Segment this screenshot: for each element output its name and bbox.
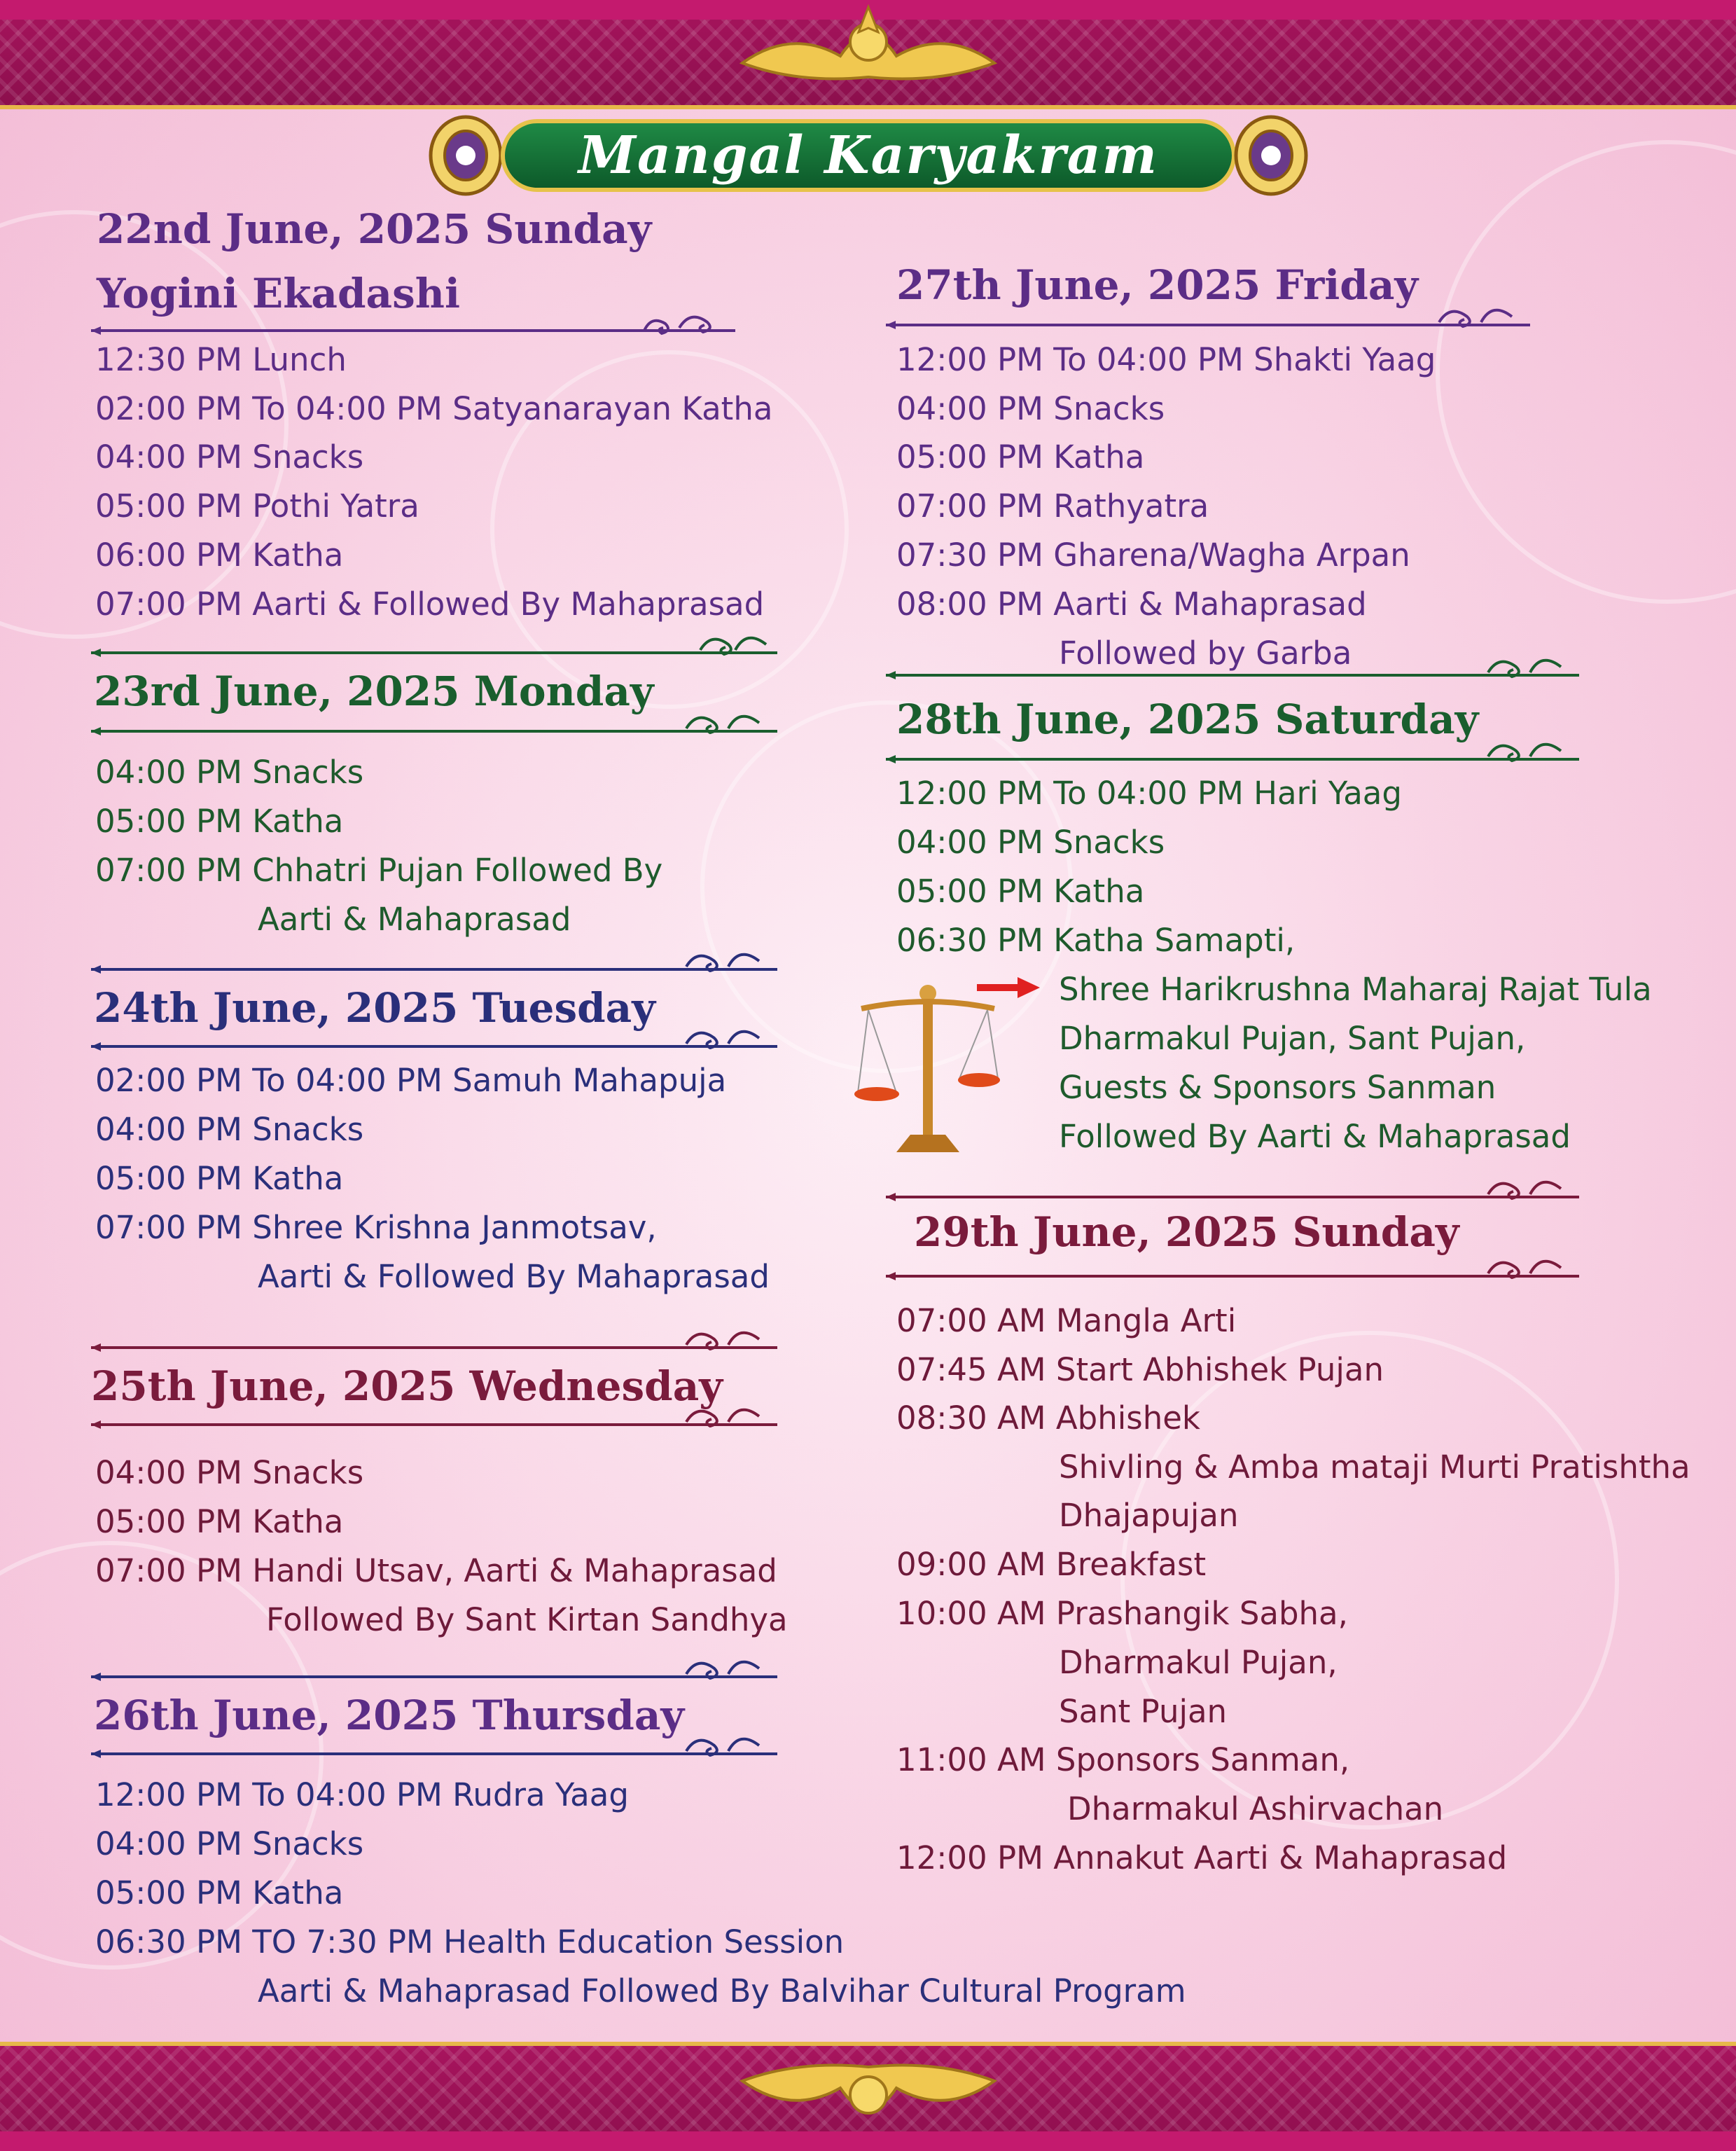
schedule-item: Dharmakul Pujan,: [1059, 1644, 1338, 1681]
day-heading: 23rd June, 2025 Monday: [94, 668, 654, 715]
schedule-item: Dharmakul Pujan, Sant Pujan,: [1059, 1020, 1526, 1057]
schedule-item: 12:00 PM Annakut Aarti & Mahaprasad: [896, 1839, 1508, 1876]
schedule-item: Shivling & Amba mataji Murti Pratishtha: [1059, 1448, 1690, 1486]
schedule-item: 08:00 PM Aarti & Mahaprasad: [896, 586, 1367, 623]
top-ornament-icon: [728, 0, 1008, 98]
schedule-item: 07:00 PM Shree Krishna Janmotsav,: [95, 1209, 657, 1246]
schedule-item: 12:00 PM To 04:00 PM Shakti Yaag: [896, 341, 1436, 378]
schedule-item: Shree Harikrushna Maharaj Rajat Tula: [1059, 971, 1652, 1008]
schedule-item: Dhajapujan: [1059, 1497, 1239, 1534]
schedule-item: 07:00 PM Rathyatra: [896, 487, 1209, 525]
schedule-item: Sant Pujan: [1059, 1693, 1228, 1730]
schedule-item: 08:30 AM Abhishek: [896, 1399, 1200, 1437]
schedule-item: 07:00 PM Chhatri Pujan Followed By: [95, 852, 663, 889]
schedule-item: 04:00 PM Snacks: [95, 1111, 364, 1148]
schedule-item: Followed By Aarti & Mahaprasad: [1059, 1118, 1571, 1155]
title-banner: [427, 113, 1310, 198]
left-title-ornament-icon: [427, 113, 504, 198]
divider-flourish-icon: [84, 700, 784, 735]
day-heading: 24th June, 2025 Tuesday: [94, 984, 655, 1032]
schedule-item: 05:00 PM Katha: [95, 1160, 344, 1197]
schedule-item: 04:00 PM Snacks: [95, 754, 364, 791]
title-pill: [501, 119, 1236, 192]
divider-flourish-icon: [879, 644, 1586, 679]
bottom-border-band: [0, 2042, 1736, 2151]
divider-flourish-icon: [84, 623, 784, 658]
schedule-item: 05:00 PM Katha: [95, 1503, 344, 1540]
schedule-item: 05:00 PM Katha: [896, 873, 1145, 910]
schedule-item: 07:30 PM Gharena/Wagha Arpan: [896, 537, 1410, 574]
day-heading: 28th June, 2025 Saturday: [896, 696, 1479, 743]
day-heading: 25th June, 2025 Wednesday: [91, 1362, 723, 1410]
day-heading: 26th June, 2025 Thursday: [94, 1692, 685, 1739]
divider-flourish-icon: [879, 1245, 1586, 1280]
schedule-item: 05:00 PM Katha: [95, 1874, 344, 1911]
divider-flourish-icon: [879, 294, 1537, 329]
schedule-item: 12:00 PM To 04:00 PM Hari Yaag: [896, 775, 1402, 812]
schedule-item: Guests & Sponsors Sanman: [1059, 1069, 1497, 1106]
schedule-item: Followed By Sant Kirtan Sandhya: [266, 1601, 788, 1638]
schedule-item: 12:00 PM To 04:00 PM Rudra Yaag: [95, 1776, 629, 1813]
schedule-item: 04:00 PM Snacks: [95, 438, 364, 476]
top-border-band: [0, 0, 1736, 109]
schedule-item: 10:00 AM Prashangik Sabha,: [896, 1595, 1348, 1632]
schedule-item: 09:00 AM Breakfast: [896, 1546, 1207, 1583]
schedule-item: 07:00 PM Aarti & Followed By Mahaprasad: [95, 586, 765, 623]
schedule-item: 04:00 PM Snacks: [896, 390, 1165, 427]
divider-flourish-icon: [84, 1646, 784, 1681]
schedule-item: 06:00 PM Katha: [95, 537, 344, 574]
divider-flourish-icon: [879, 1166, 1586, 1201]
schedule-item: 07:00 PM Handi Utsav, Aarti & Mahaprasad: [95, 1552, 777, 1589]
schedule-item: 04:00 PM Snacks: [95, 1454, 364, 1491]
schedule-item: 02:00 PM To 04:00 PM Samuh Mahapuja: [95, 1062, 727, 1099]
schedule-item: 06:30 PM TO 7:30 PM Health Education Session: [95, 1923, 845, 1960]
schedule-item: Followed by Garba: [1059, 635, 1352, 672]
schedule-item: 05:00 PM Katha: [896, 438, 1145, 476]
schedule-item: 04:00 PM Snacks: [95, 1825, 364, 1862]
right-title-ornament-icon: [1232, 113, 1310, 198]
bottom-ornament-icon: [728, 2039, 1008, 2137]
schedule-item: 07:45 AM Start Abhishek Pujan: [896, 1351, 1384, 1388]
schedule-item: 12:30 PM Lunch: [95, 341, 347, 378]
divider-flourish-icon: [84, 1394, 784, 1429]
day-heading: 22nd June, 2025 Sunday: [97, 205, 652, 253]
schedule-item: Aarti & Mahaprasad: [258, 901, 571, 938]
page-title: Mangal Karyakram: [578, 125, 1158, 186]
divider-flourish-icon: [84, 939, 784, 974]
day-heading: 27th June, 2025 Friday: [896, 261, 1419, 309]
day-subheading: Yogini Ekadashi: [97, 270, 460, 317]
day-heading: 29th June, 2025 Sunday: [914, 1208, 1459, 1256]
schedule-item: Aarti & Followed By Mahaprasad: [258, 1258, 770, 1295]
schedule-item: 05:00 PM Pothi Yatra: [95, 487, 419, 525]
schedule-item: 05:00 PM Katha: [95, 803, 344, 840]
schedule-item: 02:00 PM To 04:00 PM Satyanarayan Katha: [95, 390, 773, 427]
divider-flourish-icon: [84, 1317, 784, 1352]
divider-flourish-icon: [84, 308, 742, 343]
schedule-item: Dharmakul Ashirvachan: [1067, 1790, 1444, 1827]
divider-flourish-icon: [879, 728, 1586, 763]
divider-flourish-icon: [84, 1016, 784, 1051]
background-swirl: [1436, 140, 1736, 604]
schedule-item: 11:00 AM Sponsors Sanman,: [896, 1741, 1350, 1778]
schedule-item: Aarti & Mahaprasad Followed By Balvihar Cultural Program: [258, 1972, 1186, 2010]
schedule-item: 07:00 AM Mangla Arti: [896, 1302, 1237, 1339]
divider-flourish-icon: [84, 1723, 784, 1758]
balance-scale-icon: [854, 981, 1001, 1156]
schedule-item: 06:30 PM Katha Samapti,: [896, 922, 1296, 959]
schedule-item: 04:00 PM Snacks: [896, 824, 1165, 861]
